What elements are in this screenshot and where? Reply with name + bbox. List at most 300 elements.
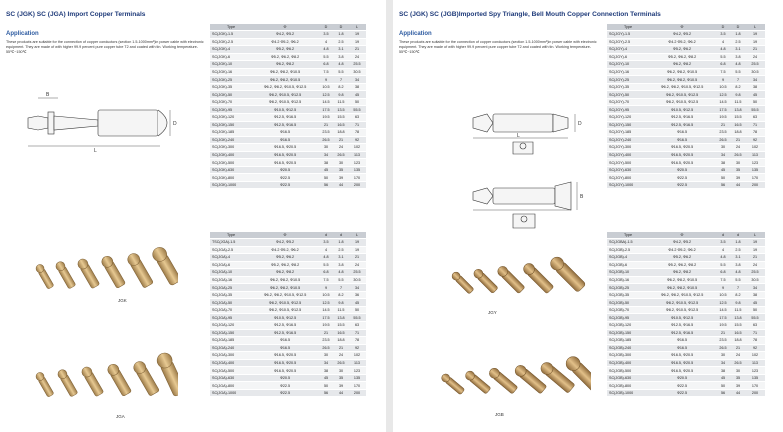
table-cell: 15.5 [334, 114, 348, 122]
table-cell: Φ16.5, Φ20.5 [252, 359, 318, 367]
table-cell: 35 [334, 374, 348, 382]
table-row [210, 246, 366, 254]
table-cell: SC(JGY)-4 [607, 46, 649, 54]
table-cell: Φ6.2, Φ8.2, Φ10.5 [252, 68, 318, 76]
table-cell: 9 [318, 284, 334, 292]
table-cell: 3.1 [731, 46, 745, 54]
table-cell: 9 [318, 76, 334, 84]
table-cell: SC(JGK)-1.5 [210, 31, 252, 39]
table-cell: 170 [745, 382, 765, 390]
table-cell: 11.5 [731, 306, 745, 314]
table-cell: 13.8 [731, 106, 745, 114]
table-cell: 200 [348, 181, 366, 189]
table-cell: 135 [348, 166, 366, 174]
table-cell: 2.5 [731, 38, 745, 46]
table-cell: 11.5 [334, 306, 348, 314]
table-cell: 39 [731, 382, 745, 390]
table-cell: 21 [731, 344, 745, 352]
page-title: SC (JGK) SC (JGA) Import Copper Terminals [6, 11, 146, 18]
table-cell: Φ22.5 [649, 174, 715, 182]
table-cell: SC(JGA)-6 [210, 261, 252, 269]
table-row [607, 38, 765, 46]
table-row [210, 382, 366, 390]
table-row [607, 306, 765, 314]
table-cell: Φ6.2, Φ8.2, Φ10.5 [252, 76, 318, 84]
table-cell: SC(JGY)-150 [607, 121, 649, 129]
table-cell: 38 [715, 367, 731, 375]
table-row [210, 284, 366, 292]
table-row [210, 261, 366, 269]
table-cell: Φ5.2, Φ6.2 [649, 46, 715, 54]
table-cell: 6.8 [715, 269, 731, 277]
table-cell: 45 [318, 166, 334, 174]
table-cell: 1.8 [731, 31, 745, 39]
table-cell: 3.5 [318, 31, 334, 39]
table-row [607, 114, 765, 122]
col-hole-diameter: Φ [649, 232, 715, 239]
table-cell: Φ8.2, Φ10.5, Φ12.5 [649, 98, 715, 106]
table-cell: 30.5 [348, 68, 366, 76]
table-cell: 71 [745, 121, 765, 129]
table-cell: Φ4.2, Φ5.2 [252, 31, 318, 39]
table-cell: SC(JGB)-16 [607, 276, 649, 284]
table-cell: 10.5 [715, 83, 731, 91]
col-type: Type [607, 24, 649, 31]
col-type: Type [210, 232, 252, 239]
table-cell: 5.5 [318, 53, 334, 61]
table-cell: SC(JGA)-95 [210, 314, 252, 322]
table-cell: SC(JGY)-500 [607, 159, 649, 167]
length-label: L [517, 133, 520, 139]
table-cell: 2.5 [334, 246, 348, 254]
table-cell: 113 [745, 359, 765, 367]
table-cell: 30 [334, 367, 348, 375]
table-cell: 26.5 [731, 359, 745, 367]
table-cell: SC(JGB)-25 [607, 284, 649, 292]
table-cell: 13.8 [731, 314, 745, 322]
table-cell: 45 [348, 91, 366, 99]
table-row [210, 53, 366, 61]
table-cell: Φ10.5, Φ12.5 [252, 314, 318, 322]
table-cell: 19.5 [715, 322, 731, 330]
col-outer-diameter: D [318, 24, 334, 31]
table-cell: Φ22.5 [252, 174, 318, 182]
table-cell: 4.8 [715, 46, 731, 54]
table-row [210, 291, 366, 299]
table-cell: SC(JGK)-1000 [210, 181, 252, 189]
table-row [607, 389, 765, 397]
table-cell: 15.5 [334, 322, 348, 330]
table-row [607, 374, 765, 382]
table-cell: 14.5 [715, 98, 731, 106]
table-cell: SC(JGK)-25 [210, 76, 252, 84]
table-cell: Φ20.5 [252, 166, 318, 174]
table-cell: Φ22.5 [252, 181, 318, 189]
table-cell: Φ12.5, Φ16.5 [649, 322, 715, 330]
col-hole-diameter: Φ [252, 24, 318, 31]
table-cell: SC(JGA)-25 [210, 284, 252, 292]
table-cell: Φ4.2 Φ5.2, Φ6.2 [252, 246, 318, 254]
table-cell: SC(JGB)-240 [607, 344, 649, 352]
table-cell: Φ6.2, Φ8.2, Φ10.5, Φ12.5 [252, 291, 318, 299]
table-row [607, 98, 765, 106]
table-cell: 63 [348, 322, 366, 330]
table-row [607, 344, 765, 352]
table-cell: Φ16.5, Φ20.5 [252, 352, 318, 360]
table-cell: 63 [745, 114, 765, 122]
left-page [0, 0, 386, 432]
table-cell: 4 [715, 246, 731, 254]
table-cell: 34 [318, 151, 334, 159]
table-row [607, 68, 765, 76]
table-cell: SC(JGB)-4 [607, 254, 649, 262]
table-cell: SC(JGBA)-1.5 [607, 239, 649, 247]
table-cell: 12.5 [715, 299, 731, 307]
product-photo-jgb [431, 340, 591, 410]
table-cell: 9 [715, 76, 731, 84]
table-cell: 23.5 [318, 129, 334, 137]
table-cell: SC(JGB)-70 [607, 306, 649, 314]
table-cell: Φ16.5, Φ20.5 [649, 359, 715, 367]
photo-caption-jga: JGA [116, 414, 125, 419]
table-cell: SC(JGK)-630 [210, 166, 252, 174]
table-row [607, 144, 765, 152]
table-cell: SC(JGB)-800 [607, 382, 649, 390]
table-cell: 16.5 [731, 121, 745, 129]
table-cell: Φ4.2, Φ5.2 [252, 239, 318, 247]
table-cell: SC(JGA)-630 [210, 374, 252, 382]
table-cell: 4.8 [334, 269, 348, 277]
page-title: SC (JGK) SC (JGB)Imported Spy Triangle, Bell Mouth Copper Connection Terminals [399, 11, 661, 18]
col-inner-diameter: D [731, 24, 745, 31]
table-cell: 34 [318, 359, 334, 367]
table-cell: SC(JGK)-70 [210, 98, 252, 106]
table-cell: SC(JGB)-150 [607, 329, 649, 337]
table-cell: 7.5 [318, 68, 334, 76]
table-cell: 11.5 [334, 98, 348, 106]
table-row [210, 144, 366, 152]
table-row [607, 254, 765, 262]
table-cell: 4.8 [334, 61, 348, 69]
table-cell: 102 [348, 352, 366, 360]
table-cell: 170 [745, 174, 765, 182]
table-cell: 78 [348, 337, 366, 345]
table-cell: 18.8 [731, 337, 745, 345]
table-cell: 123 [348, 159, 366, 167]
table-cell: SC(JGY)-800 [607, 174, 649, 182]
table-cell: SC(JGA)-400 [210, 359, 252, 367]
table-row [607, 322, 765, 330]
table-cell: SC(JGK)-35 [210, 83, 252, 91]
table-row [607, 314, 765, 322]
table-row [210, 46, 366, 54]
table-cell: SC(JGK)-120 [210, 114, 252, 122]
table-cell: 19 [745, 239, 765, 247]
table-cell: 50 [318, 174, 334, 182]
table-cell: Φ6.2, Φ8.2 [649, 269, 715, 277]
table-cell: 30 [334, 159, 348, 167]
table-cell: 8.2 [731, 291, 745, 299]
table-cell: Φ16.5, Φ20.5 [649, 159, 715, 167]
table-cell: 21 [348, 254, 366, 262]
table-cell: Φ4.2 Φ5.2, Φ6.2 [649, 246, 715, 254]
table-cell: SC(JGA)-10 [210, 269, 252, 277]
table-cell: 24 [334, 352, 348, 360]
table-cell: 19 [348, 38, 366, 46]
table-cell: 3.1 [731, 254, 745, 262]
table-cell: SC(JGA)-800 [210, 382, 252, 390]
table-cell: SC(JGB)-6 [607, 261, 649, 269]
table-cell: 25.5 [348, 269, 366, 277]
table-row [607, 91, 765, 99]
table-cell: 44 [334, 181, 348, 189]
table-cell: 3.5 [715, 31, 731, 39]
table-cell: SC(JGY)-1.5 [607, 31, 649, 39]
table-cell: SC(JGK)-400 [210, 151, 252, 159]
table-cell: SC(JGB)-35 [607, 291, 649, 299]
table-cell: Φ16.5, Φ20.5 [649, 151, 715, 159]
table-row [607, 359, 765, 367]
table-cell: 56 [318, 389, 334, 397]
table-cell: 38 [745, 83, 765, 91]
table-cell: Φ10.5, Φ12.5 [649, 106, 715, 114]
table-row [210, 159, 366, 167]
table-cell: 24 [745, 261, 765, 269]
table-cell: 21 [318, 121, 334, 129]
table-cell: 113 [348, 359, 366, 367]
table-row [210, 136, 366, 144]
table-cell: SC(JGA)-35 [210, 291, 252, 299]
table-cell: SC(JGK)-2.5 [210, 38, 252, 46]
table-cell: 4 [318, 38, 334, 46]
table-cell: 63 [348, 114, 366, 122]
table-cell: 34 [715, 151, 731, 159]
col-length: L [745, 24, 765, 31]
terminal-drawing-jgy [453, 88, 603, 160]
table-cell: 11.5 [731, 98, 745, 106]
table-cell: 17.5 [318, 314, 334, 322]
table-row [210, 166, 366, 174]
table-cell: 21 [715, 329, 731, 337]
table-cell: Φ12.5, Φ16.5 [252, 322, 318, 330]
table-cell: 200 [348, 389, 366, 397]
spec-table-jgk [210, 24, 366, 189]
table-cell: 3.5 [318, 239, 334, 247]
table-row [607, 246, 765, 254]
table-row [210, 83, 366, 91]
table-cell: Φ5.2, Φ6.2, Φ8.2 [649, 261, 715, 269]
table-cell: SC(JGB)-120 [607, 322, 649, 330]
table-cell: Φ8.2, Φ10.5, Φ12.5 [252, 98, 318, 106]
table-cell: 34 [745, 284, 765, 292]
table-row [210, 106, 366, 114]
table-cell: 16.5 [334, 329, 348, 337]
table-cell: 17.5 [715, 314, 731, 322]
table-cell: 7 [334, 284, 348, 292]
table-cell: 92 [348, 136, 366, 144]
table-cell: 16.5 [731, 329, 745, 337]
table-cell: 30.5 [348, 276, 366, 284]
table-row [607, 159, 765, 167]
table-cell: SC(JGB)-10 [607, 269, 649, 277]
table-cell: 18.8 [334, 129, 348, 137]
table-cell: 19 [348, 246, 366, 254]
table-row [607, 329, 765, 337]
table-cell: 23.5 [715, 129, 731, 137]
table-cell: 9.8 [731, 91, 745, 99]
table-cell: Φ12.5, Φ16.5 [252, 121, 318, 129]
table-cell: SC(JGY)-35 [607, 83, 649, 91]
table-row [210, 38, 366, 46]
table-cell: SC(JGY)-185 [607, 129, 649, 137]
table-cell: 4.8 [731, 61, 745, 69]
table-cell: 8.2 [334, 83, 348, 91]
table-row [607, 61, 765, 69]
table-cell: SC(JGY)-630 [607, 166, 649, 174]
spec-table-jgb [607, 232, 765, 397]
table-cell: 102 [745, 144, 765, 152]
table-cell: Φ16.5 [252, 136, 318, 144]
table-row [210, 91, 366, 99]
table-cell: Φ16.5 [649, 337, 715, 345]
table-cell: 12.5 [715, 91, 731, 99]
table-cell: SC(JGA)-1000 [210, 389, 252, 397]
table-row [607, 166, 765, 174]
table-row [607, 53, 765, 61]
table-row [607, 367, 765, 375]
table-cell: 26.5 [334, 151, 348, 159]
table-cell: 55.5 [348, 314, 366, 322]
table-cell: SC(JGB)-50 [607, 299, 649, 307]
length-label: L [94, 148, 97, 154]
table-cell: 26.5 [318, 136, 334, 144]
table-cell: 25.5 [745, 61, 765, 69]
table-cell: 21 [348, 46, 366, 54]
table-cell: Φ12.5, Φ16.5 [649, 114, 715, 122]
table-cell: Φ12.5, Φ16.5 [252, 114, 318, 122]
table-cell: 3.8 [334, 261, 348, 269]
table-cell: 78 [745, 129, 765, 137]
table-cell: Φ6.2, Φ8.2, Φ10.5 [649, 68, 715, 76]
table-cell: 13.8 [334, 314, 348, 322]
table-cell: 135 [745, 166, 765, 174]
table-cell: 1.8 [334, 239, 348, 247]
table-row [210, 352, 366, 360]
table-cell: 30 [318, 144, 334, 152]
photo-caption-jgk: JGK [118, 298, 127, 303]
table-row [210, 114, 366, 122]
table-cell: 113 [745, 151, 765, 159]
table-cell: SC(JGY)-400 [607, 151, 649, 159]
table-cell: SC(JGY)-10 [607, 61, 649, 69]
table-cell: SC(JGA)-50 [210, 299, 252, 307]
table-cell: 30.5 [745, 68, 765, 76]
table-cell: SC(JGB)-400 [607, 359, 649, 367]
table-cell: 21 [731, 136, 745, 144]
table-cell: 102 [348, 144, 366, 152]
table-cell: 92 [348, 344, 366, 352]
table-cell: 170 [348, 382, 366, 390]
table-cell: Φ16.5, Φ20.5 [252, 144, 318, 152]
terminal-drawing [18, 88, 188, 158]
table-cell: 7 [334, 76, 348, 84]
table-cell: 30 [731, 367, 745, 375]
col-inner-diameter: d [731, 232, 745, 239]
table-cell: 6.8 [715, 61, 731, 69]
table-cell: 3.8 [334, 53, 348, 61]
table-row [607, 276, 765, 284]
table-cell: 3.5 [715, 239, 731, 247]
table-cell: 25.5 [745, 269, 765, 277]
table-row [607, 151, 765, 159]
table-cell: 14.5 [715, 306, 731, 314]
table-cell: 26.5 [334, 359, 348, 367]
table-row [210, 98, 366, 106]
table-row [607, 181, 765, 189]
table-cell: Φ22.5 [649, 181, 715, 189]
table-cell: 4 [318, 246, 334, 254]
table-row [210, 389, 366, 397]
table-row [210, 254, 366, 262]
table-cell: Φ4.2, Φ5.2 [649, 31, 715, 39]
table-row [607, 106, 765, 114]
photo-caption-jgb: JGB [495, 412, 504, 417]
table-cell: 17.5 [318, 106, 334, 114]
table-cell: 200 [745, 181, 765, 189]
table-cell: 5.5 [731, 276, 745, 284]
table-cell: 5.5 [334, 276, 348, 284]
table-cell: 19 [348, 31, 366, 39]
table-cell: 3.1 [334, 254, 348, 262]
table-cell: 21 [715, 121, 731, 129]
table-cell: 26.5 [715, 344, 731, 352]
table-cell: 56 [715, 389, 731, 397]
table-cell: 4 [715, 38, 731, 46]
table-cell: 38 [715, 159, 731, 167]
table-row [607, 352, 765, 360]
table-cell: 7 [731, 76, 745, 84]
table-cell: SC(JGB)-500 [607, 367, 649, 375]
table-cell: Φ16.5, Φ20.5 [252, 151, 318, 159]
table-cell: SC(JGK)-10 [210, 61, 252, 69]
page-gutter [386, 0, 393, 432]
table-cell: 19 [745, 38, 765, 46]
table-cell: Φ16.5, Φ20.5 [252, 367, 318, 375]
table-row [607, 299, 765, 307]
table-cell: 92 [745, 344, 765, 352]
table-cell: 38 [318, 159, 334, 167]
table-cell: 34 [745, 76, 765, 84]
table-cell: 1.8 [334, 31, 348, 39]
table-cell: 1.8 [731, 239, 745, 247]
table-cell: Φ6.2, Φ8.2, Φ10.5 [252, 284, 318, 292]
table-row [210, 306, 366, 314]
table-cell: 123 [745, 159, 765, 167]
table-cell: SC(JGK)-4 [210, 46, 252, 54]
table-cell: SC(JGY)-300 [607, 144, 649, 152]
table-cell: Φ20.5 [252, 374, 318, 382]
table-cell: 24 [731, 144, 745, 152]
table-cell: 24 [334, 144, 348, 152]
table-row [210, 121, 366, 129]
col-type: Type [607, 232, 649, 239]
table-cell: 24 [348, 53, 366, 61]
table-cell: 2.5 [731, 246, 745, 254]
table-cell: 44 [731, 389, 745, 397]
table-cell: 34 [348, 284, 366, 292]
table-cell: Φ8.2, Φ10.5, Φ12.5 [252, 91, 318, 99]
table-cell: 39 [334, 382, 348, 390]
